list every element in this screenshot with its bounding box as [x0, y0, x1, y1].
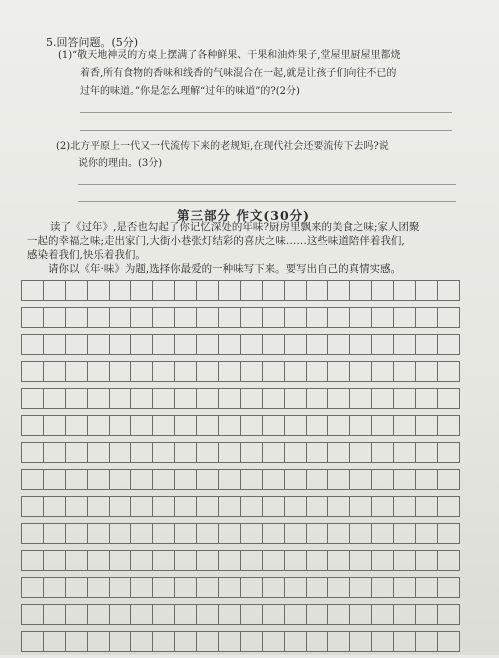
grid-cell[interactable]	[262, 388, 285, 409]
grid-cell[interactable]	[240, 577, 263, 598]
grid-cell[interactable]	[21, 523, 44, 544]
grid-cell[interactable]	[349, 550, 372, 571]
grid-cell[interactable]	[306, 496, 329, 517]
grid-cell[interactable]	[284, 388, 307, 409]
grid-cell[interactable]	[43, 523, 66, 544]
grid-cell[interactable]	[240, 388, 263, 409]
grid-cell[interactable]	[284, 631, 307, 652]
grid-cell[interactable]	[371, 631, 394, 652]
grid-cell[interactable]	[152, 442, 175, 463]
grid-cell[interactable]	[196, 496, 219, 517]
grid-cell[interactable]	[262, 550, 285, 571]
grid-cell[interactable]	[196, 388, 219, 409]
grid-cell[interactable]	[415, 469, 438, 490]
grid-cell[interactable]	[196, 334, 219, 355]
grid-cell[interactable]	[415, 307, 438, 328]
grid-cell[interactable]	[437, 631, 460, 652]
grid-cell[interactable]	[371, 334, 394, 355]
grid-cell[interactable]	[87, 334, 110, 355]
grid-cell[interactable]	[65, 415, 88, 436]
grid-cell[interactable]	[174, 550, 197, 571]
grid-cell[interactable]	[349, 388, 372, 409]
grid-cell[interactable]	[327, 442, 350, 463]
grid-cell[interactable]	[262, 523, 285, 544]
grid-cell[interactable]	[21, 280, 44, 301]
grid-cell[interactable]	[306, 415, 329, 436]
grid-cell[interactable]	[65, 280, 88, 301]
grid-cell[interactable]	[218, 280, 241, 301]
grid-cell[interactable]	[196, 604, 219, 625]
grid-cell[interactable]	[109, 550, 132, 571]
grid-cell[interactable]	[262, 361, 285, 382]
grid-cell[interactable]	[109, 334, 132, 355]
grid-cell[interactable]	[109, 307, 132, 328]
grid-cell[interactable]	[152, 280, 175, 301]
grid-cell[interactable]	[371, 604, 394, 625]
grid-cell[interactable]	[130, 469, 153, 490]
grid-cell[interactable]	[174, 361, 197, 382]
writing-instruction: 请你以《年·味》为题,选择你最爱的一种味写下来。要写出自己的真情实感。	[48, 263, 402, 275]
grid-cell[interactable]	[218, 469, 241, 490]
grid-cell[interactable]	[371, 388, 394, 409]
grid-cell[interactable]	[174, 496, 197, 517]
grid-cell[interactable]	[174, 334, 197, 355]
grid-cell[interactable]	[393, 307, 416, 328]
grid-cell[interactable]	[371, 280, 394, 301]
question-5-title: 5.回答问题。(5分)	[46, 36, 139, 49]
grid-cell[interactable]	[218, 523, 241, 544]
grid-cell[interactable]	[306, 469, 329, 490]
grid-cell[interactable]	[306, 388, 329, 409]
grid-cell[interactable]	[393, 442, 416, 463]
grid-cell[interactable]	[130, 523, 153, 544]
grid-cell[interactable]	[306, 523, 329, 544]
grid-cell[interactable]	[174, 604, 197, 625]
answer-line[interactable]	[78, 184, 456, 185]
grid-cell[interactable]	[327, 280, 350, 301]
grid-cell[interactable]	[437, 523, 460, 544]
grid-cell[interactable]	[240, 334, 263, 355]
grid-cell[interactable]	[327, 604, 350, 625]
grid-cell[interactable]	[87, 388, 110, 409]
question-5-2-line-2: 说你的理由。(3分)	[78, 158, 163, 169]
grid-cell[interactable]	[65, 631, 88, 652]
grid-cell[interactable]	[87, 631, 110, 652]
grid-cell[interactable]	[437, 469, 460, 490]
grid-cell[interactable]	[415, 442, 438, 463]
grid-cell[interactable]	[437, 577, 460, 598]
grid-cell[interactable]	[306, 361, 329, 382]
grid-cell[interactable]	[152, 307, 175, 328]
grid-cell[interactable]	[437, 388, 460, 409]
grid-cell[interactable]	[152, 496, 175, 517]
grid-cell[interactable]	[393, 496, 416, 517]
grid-cell[interactable]	[65, 523, 88, 544]
grid-cell[interactable]	[87, 577, 110, 598]
grid-cell[interactable]	[152, 604, 175, 625]
grid-cell[interactable]	[371, 550, 394, 571]
grid-cell[interactable]	[109, 523, 132, 544]
grid-cell[interactable]	[21, 415, 44, 436]
grid-cell[interactable]	[65, 307, 88, 328]
grid-cell[interactable]	[65, 550, 88, 571]
grid-cell[interactable]	[43, 442, 66, 463]
grid-cell[interactable]	[65, 577, 88, 598]
grid-cell[interactable]	[65, 334, 88, 355]
grid-cell[interactable]	[196, 442, 219, 463]
grid-cell[interactable]	[393, 469, 416, 490]
grid-cell[interactable]	[43, 415, 66, 436]
grid-cell[interactable]	[349, 469, 372, 490]
grid-cell[interactable]	[152, 361, 175, 382]
prompt-line-3: 感染着我们,快乐着我们。	[27, 249, 146, 261]
grid-cell[interactable]	[130, 496, 153, 517]
grid-cell[interactable]	[262, 334, 285, 355]
grid-cell[interactable]	[196, 523, 219, 544]
grid-cell[interactable]	[174, 415, 197, 436]
grid-cell[interactable]	[218, 415, 241, 436]
prompt-line-1: 读了《过年》,是否也勾起了你记忆深处的年味?厨房里飘来的美食之味;家人团聚	[50, 221, 420, 233]
grid-cell[interactable]	[240, 280, 263, 301]
grid-cell[interactable]	[327, 496, 350, 517]
grid-cell[interactable]	[43, 631, 66, 652]
grid-cell[interactable]	[437, 307, 460, 328]
question-5-1-line-1: (1)“敬天地神灵的方桌上摆满了各种鲜果、干果和油炸果子,堂屋里厨屋里都烧	[58, 50, 401, 61]
grid-cell[interactable]	[218, 631, 241, 652]
grid-cell[interactable]	[218, 361, 241, 382]
grid-cell[interactable]	[371, 442, 394, 463]
grid-cell[interactable]	[349, 307, 372, 328]
grid-cell[interactable]	[284, 442, 307, 463]
grid-cell[interactable]	[196, 631, 219, 652]
writing-grid[interactable]	[21, 280, 459, 658]
grid-cell[interactable]	[284, 415, 307, 436]
grid-cell[interactable]	[262, 307, 285, 328]
grid-cell[interactable]	[240, 523, 263, 544]
grid-cell[interactable]	[306, 604, 329, 625]
grid-cell[interactable]	[415, 361, 438, 382]
grid-cell[interactable]	[43, 307, 66, 328]
grid-cell[interactable]	[130, 307, 153, 328]
grid-cell[interactable]	[87, 469, 110, 490]
grid-cell[interactable]	[327, 469, 350, 490]
grid-cell[interactable]	[415, 631, 438, 652]
grid-cell[interactable]	[21, 469, 44, 490]
grid-cell[interactable]	[218, 334, 241, 355]
grid-cell[interactable]	[87, 442, 110, 463]
grid-cell[interactable]	[371, 523, 394, 544]
grid-cell[interactable]	[21, 604, 44, 625]
grid-cell[interactable]	[109, 361, 132, 382]
grid-cell[interactable]	[437, 442, 460, 463]
grid-cell[interactable]	[349, 631, 372, 652]
grid-cell[interactable]	[262, 577, 285, 598]
grid-cell[interactable]	[284, 334, 307, 355]
grid-cell[interactable]	[87, 361, 110, 382]
grid-cell[interactable]	[415, 577, 438, 598]
grid-cell[interactable]	[21, 334, 44, 355]
grid-cell[interactable]	[152, 577, 175, 598]
grid-cell[interactable]	[21, 577, 44, 598]
grid-cell[interactable]	[43, 604, 66, 625]
grid-cell[interactable]	[43, 469, 66, 490]
grid-cell[interactable]	[437, 604, 460, 625]
grid-cell[interactable]	[415, 496, 438, 517]
grid-cell[interactable]	[306, 631, 329, 652]
grid-cell[interactable]	[349, 361, 372, 382]
grid-cell[interactable]	[21, 496, 44, 517]
grid-cell[interactable]	[284, 577, 307, 598]
prompt-line-2: 一起的幸福之味;走出家门,大街小巷张灯结彩的喜庆之味……这些味道陪伴着我们,	[27, 235, 405, 247]
grid-cell[interactable]	[152, 469, 175, 490]
grid-cell[interactable]	[327, 334, 350, 355]
grid-cell[interactable]	[262, 604, 285, 625]
grid-cell[interactable]	[109, 415, 132, 436]
grid-cell[interactable]	[393, 361, 416, 382]
grid-cell[interactable]	[196, 307, 219, 328]
grid-cell[interactable]	[240, 307, 263, 328]
grid-cell[interactable]	[284, 469, 307, 490]
grid-cell[interactable]	[349, 577, 372, 598]
grid-cell[interactable]	[196, 469, 219, 490]
grid-cell[interactable]	[306, 307, 329, 328]
grid-cell[interactable]	[87, 523, 110, 544]
grid-cell[interactable]	[393, 631, 416, 652]
grid-cell[interactable]	[240, 496, 263, 517]
grid-cell[interactable]	[284, 280, 307, 301]
grid-cell[interactable]	[415, 550, 438, 571]
grid-cell[interactable]	[349, 280, 372, 301]
answer-line[interactable]	[80, 130, 452, 131]
grid-cell[interactable]	[349, 442, 372, 463]
grid-cell[interactable]	[196, 415, 219, 436]
grid-cell[interactable]	[174, 469, 197, 490]
grid-cell[interactable]	[306, 442, 329, 463]
grid-cell[interactable]	[65, 442, 88, 463]
grid-cell[interactable]	[196, 550, 219, 571]
grid-cell[interactable]	[349, 415, 372, 436]
grid-cell[interactable]	[109, 604, 132, 625]
answer-line[interactable]	[78, 201, 456, 202]
grid-cell[interactable]	[65, 496, 88, 517]
grid-cell[interactable]	[240, 550, 263, 571]
grid-cell[interactable]	[218, 577, 241, 598]
grid-cell[interactable]	[240, 631, 263, 652]
grid-cell[interactable]	[327, 523, 350, 544]
grid-cell[interactable]	[240, 604, 263, 625]
grid-cell[interactable]	[327, 415, 350, 436]
grid-cell[interactable]	[21, 388, 44, 409]
grid-cell[interactable]	[393, 388, 416, 409]
grid-cell[interactable]	[174, 442, 197, 463]
question-5-1-line-3: 过年的味道。”你是怎么理解“过年的味道”的?(2分)	[80, 86, 300, 97]
grid-cell[interactable]	[87, 550, 110, 571]
grid-cell[interactable]	[196, 280, 219, 301]
answer-line[interactable]	[80, 112, 452, 113]
grid-cell[interactable]	[218, 307, 241, 328]
grid-cell[interactable]	[284, 604, 307, 625]
grid-cell[interactable]	[262, 415, 285, 436]
grid-cell[interactable]	[43, 550, 66, 571]
grid-cell[interactable]	[327, 550, 350, 571]
grid-cell[interactable]	[437, 280, 460, 301]
grid-cell[interactable]	[371, 361, 394, 382]
grid-cell[interactable]	[371, 577, 394, 598]
grid-cell[interactable]	[65, 361, 88, 382]
grid-cell[interactable]	[327, 361, 350, 382]
part-3-title: 第三部分 作文(30分)	[177, 208, 311, 223]
grid-cell[interactable]	[240, 361, 263, 382]
grid-cell[interactable]	[371, 307, 394, 328]
grid-cell[interactable]	[21, 631, 44, 652]
grid-cell[interactable]	[109, 631, 132, 652]
grid-cell[interactable]	[393, 280, 416, 301]
grid-cell[interactable]	[109, 577, 132, 598]
grid-cell[interactable]	[196, 577, 219, 598]
grid-cell[interactable]	[284, 523, 307, 544]
grid-cell[interactable]	[262, 442, 285, 463]
grid-cell[interactable]	[415, 388, 438, 409]
grid-cell[interactable]	[174, 388, 197, 409]
question-5-1-line-2: 着香,所有食物的香味和线香的气味混合在一起,就是让孩子们向往不已的	[80, 68, 397, 79]
grid-cell[interactable]	[43, 577, 66, 598]
grid-cell[interactable]	[109, 496, 132, 517]
grid-cell[interactable]	[415, 523, 438, 544]
grid-cell[interactable]	[371, 415, 394, 436]
grid-cell[interactable]	[218, 496, 241, 517]
grid-cell[interactable]	[130, 388, 153, 409]
grid-cell[interactable]	[130, 415, 153, 436]
grid-cell[interactable]	[306, 577, 329, 598]
grid-cell[interactable]	[43, 334, 66, 355]
grid-cell[interactable]	[152, 388, 175, 409]
grid-cell[interactable]	[87, 496, 110, 517]
grid-cell[interactable]	[87, 604, 110, 625]
grid-cell[interactable]	[415, 415, 438, 436]
grid-cell[interactable]	[130, 334, 153, 355]
grid-cell[interactable]	[65, 469, 88, 490]
grid-cell[interactable]	[262, 631, 285, 652]
grid-cell[interactable]	[152, 550, 175, 571]
grid-cell[interactable]	[21, 361, 44, 382]
grid-cell[interactable]	[284, 307, 307, 328]
grid-cell[interactable]	[284, 550, 307, 571]
grid-cell[interactable]	[437, 334, 460, 355]
grid-cell[interactable]	[21, 442, 44, 463]
grid-cell[interactable]	[130, 550, 153, 571]
grid-cell[interactable]	[393, 577, 416, 598]
question-5-2-line-1: (2)北方平原上一代又一代流传下来的老规矩,在现代社会还要流传下去吗?说	[56, 141, 389, 152]
grid-cell[interactable]	[174, 523, 197, 544]
grid-cell[interactable]	[284, 361, 307, 382]
grid-cell[interactable]	[152, 631, 175, 652]
grid-cell[interactable]	[43, 280, 66, 301]
grid-cell[interactable]	[174, 280, 197, 301]
grid-cell[interactable]	[415, 280, 438, 301]
grid-cell[interactable]	[130, 280, 153, 301]
grid-cell[interactable]	[109, 442, 132, 463]
grid-cell[interactable]	[65, 388, 88, 409]
grid-cell[interactable]	[43, 496, 66, 517]
grid-cell[interactable]	[130, 361, 153, 382]
grid-cell[interactable]	[218, 550, 241, 571]
grid-cell[interactable]	[262, 469, 285, 490]
grid-cell[interactable]	[130, 442, 153, 463]
grid-cell[interactable]	[327, 631, 350, 652]
grid-cell[interactable]	[43, 361, 66, 382]
grid-cell[interactable]	[240, 469, 263, 490]
grid-cell[interactable]	[240, 415, 263, 436]
grid-cell[interactable]	[43, 388, 66, 409]
grid-cell[interactable]	[65, 604, 88, 625]
grid-cell[interactable]	[437, 496, 460, 517]
grid-cell[interactable]	[218, 442, 241, 463]
grid-cell[interactable]	[349, 496, 372, 517]
grid-cell[interactable]	[21, 307, 44, 328]
grid-cell[interactable]	[393, 334, 416, 355]
grid-cell[interactable]	[415, 604, 438, 625]
grid-cell[interactable]	[174, 307, 197, 328]
grid-cell[interactable]	[87, 415, 110, 436]
grid-cell[interactable]	[437, 361, 460, 382]
grid-cell[interactable]	[393, 523, 416, 544]
grid-cell[interactable]	[393, 415, 416, 436]
grid-cell[interactable]	[437, 550, 460, 571]
grid-cell[interactable]	[306, 334, 329, 355]
grid-cell[interactable]	[218, 388, 241, 409]
grid-cell[interactable]	[152, 523, 175, 544]
grid-cell[interactable]	[349, 334, 372, 355]
grid-cell[interactable]	[87, 307, 110, 328]
grid-cell[interactable]	[240, 442, 263, 463]
grid-cell[interactable]	[109, 280, 132, 301]
grid-cell[interactable]	[109, 388, 132, 409]
grid-cell[interactable]	[174, 577, 197, 598]
grid-cell[interactable]	[262, 280, 285, 301]
grid-cell[interactable]	[349, 523, 372, 544]
grid-cell[interactable]	[284, 496, 307, 517]
grid-cell[interactable]	[306, 280, 329, 301]
grid-cell[interactable]	[262, 496, 285, 517]
grid-cell[interactable]	[152, 334, 175, 355]
grid-cell[interactable]	[109, 469, 132, 490]
grid-cell[interactable]	[327, 307, 350, 328]
grid-cell[interactable]	[371, 469, 394, 490]
grid-cell[interactable]	[437, 415, 460, 436]
grid-cell[interactable]	[21, 550, 44, 571]
grid-cell[interactable]	[327, 577, 350, 598]
grid-cell[interactable]	[87, 280, 110, 301]
grid-cell[interactable]	[174, 631, 197, 652]
grid-cell[interactable]	[218, 604, 241, 625]
grid-cell[interactable]	[130, 577, 153, 598]
grid-cell[interactable]	[152, 415, 175, 436]
grid-cell[interactable]	[393, 550, 416, 571]
grid-cell[interactable]	[306, 550, 329, 571]
grid-cell[interactable]	[196, 361, 219, 382]
grid-cell[interactable]	[327, 388, 350, 409]
grid-cell[interactable]	[130, 631, 153, 652]
grid-cell[interactable]	[415, 334, 438, 355]
grid-cell[interactable]	[371, 496, 394, 517]
grid-cell[interactable]	[393, 604, 416, 625]
grid-cell[interactable]	[349, 604, 372, 625]
grid-cell[interactable]	[130, 604, 153, 625]
